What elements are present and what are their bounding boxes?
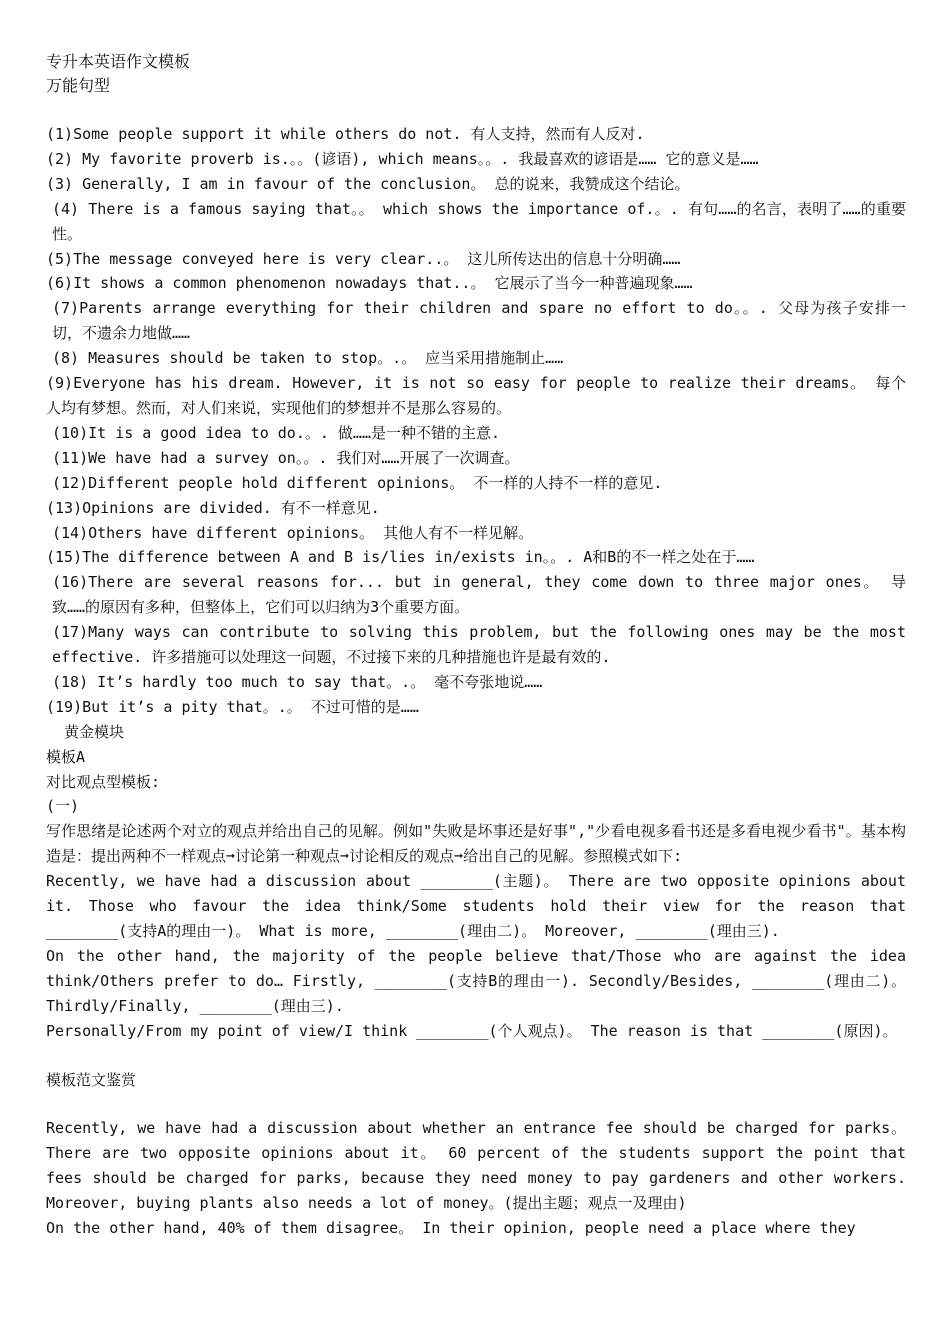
- spacer: [46, 98, 906, 122]
- sentence-6: (6)It shows a common phenomenon nowadays that..。 它展示了当今一种普遍现象……: [46, 274, 693, 293]
- template-intro: 写作思绪是论述两个对立的观点并给出自己的见解。例如"失败是坏事还是好事","少看电视多看书还是多看电视少看书"。基本构造是：提出两种不一样观点➞讨论第一种观点➞讨论相反的观点➞给出自己的见解。参照模式如下:: [46, 822, 906, 866]
- sentence-4: (4) There is a famous saying that。。 which shows the importance of.。. 有句……的名言，表明了……的重要性。: [52, 199, 906, 243]
- template-paragraph-3: Personally/From my point of view/I think ________(个人观点)。 The reason is that ________(原因)。: [46, 1021, 898, 1040]
- spacer: [46, 1044, 906, 1068]
- contrast-template-heading: 对比观点型模板:: [46, 772, 161, 791]
- section-golden-heading: 黄金模块: [64, 722, 125, 741]
- sentence-18: (18) It’s hardly too much to say that。.。 毫不夸张地说……: [52, 672, 543, 691]
- spacer: [46, 1092, 906, 1116]
- sample-essay-heading: 模板范文鉴赏: [46, 1070, 137, 1089]
- sentence-5: (5)The message conveyed here is very clear..。 这儿所传达出的信息十分明确……: [46, 249, 681, 268]
- document-subtitle: 万能句型: [46, 76, 111, 95]
- sentence-2: (2) My favorite proverb is.。。(谚语), which means。。. 我最喜欢的谚语是…… 它的意义是……: [46, 149, 759, 168]
- sentence-19: (19)But it’s a pity that。.。 不过可惜的是……: [46, 697, 419, 716]
- sentence-3: (3) Generally, I am in favour of the conclusion。 总的说来，我赞成这个结论。: [46, 174, 690, 193]
- template-paragraph-2: On the other hand, the majority of the people believe that/Those who are against the idea think/Others prefer to do… Firstly, ________(支持B的理由一). Secondly/Besides, ________(理由二)。 Thirdly/Finally, ________(理由三).: [46, 946, 906, 1015]
- sentence-9: (9)Everyone has his dream. However, it is not so easy for people to realize their dreams。 每个人均有梦想。然而，对人们来说，实现他们的梦想并不是那么容易的。: [46, 374, 906, 417]
- template-paragraph-1: Recently, we have had a discussion about ________(主题)。 There are two opposite opinions about it. Those who favour the idea think/Some students hold their view for the reason that ________(支持A的理由一)。 What is more, ________(理由二)。 Moreover, ________(理由三).: [46, 872, 906, 940]
- sample-paragraph-2: On the other hand, 40% of them disagree。 In their opinion, people need a place where they: [46, 1219, 856, 1238]
- document-page: [46, 50, 906, 1241]
- sentence-7: (7)Parents arrange everything for their children and spare no effort to do。。. 父母为孩子安排一切，不遗余力地做……: [52, 299, 906, 343]
- sentence-11: (11)We have had a survey on。。. 我们对……开展了一次调查。: [52, 448, 520, 467]
- part-one-heading: (一): [46, 797, 80, 816]
- template-a-heading: 模板A: [46, 747, 86, 766]
- document-title: 专升本英语作文模板: [46, 52, 191, 71]
- sentence-1: (1)Some people support it while others do not. 有人支持，然而有人反对.: [46, 125, 645, 143]
- sentence-13: (13)Opinions are divided. 有不一样意见.: [46, 498, 380, 517]
- sentence-10: (10)It is a good idea to do.。. 做……是一种不错的主意.: [52, 423, 501, 442]
- sentence-16: (16)There are several reasons for... but in general, they come down to three major ones。 导致……的原因有多种，但整体上，它们可以归纳为3个重要方面。: [52, 573, 906, 617]
- sentence-15: (15)The difference between A and B is/lies in/exists in。。. A和B的不一样之处在于……: [46, 548, 755, 567]
- sentence-14: (14)Others have different opinions。 其他人有不一样见解。: [52, 523, 534, 542]
- sentence-17: (17)Many ways can contribute to solving this problem, but the following ones may be the most effective. 许多措施可以处理这一问题，不过接下来的几种措施也许是最有效的.: [52, 623, 906, 667]
- sentence-8: (8) Measures should be taken to stop。.。 应当采用措施制止……: [52, 349, 564, 368]
- sample-paragraph-1: Recently, we have had a discussion about whether an entrance fee should be charged for parks。 There are two opposite opinions about it。 60 percent of the students support the point that fees should be charged for parks, because they need money to pay gardeners and other workers. Moreover, buying plants also needs a lot of money。(提出主题；观点一及理由): [46, 1119, 906, 1213]
- sentence-12: (12)Different people hold different opinions。 不一样的人持不一样的意见.: [52, 473, 663, 492]
